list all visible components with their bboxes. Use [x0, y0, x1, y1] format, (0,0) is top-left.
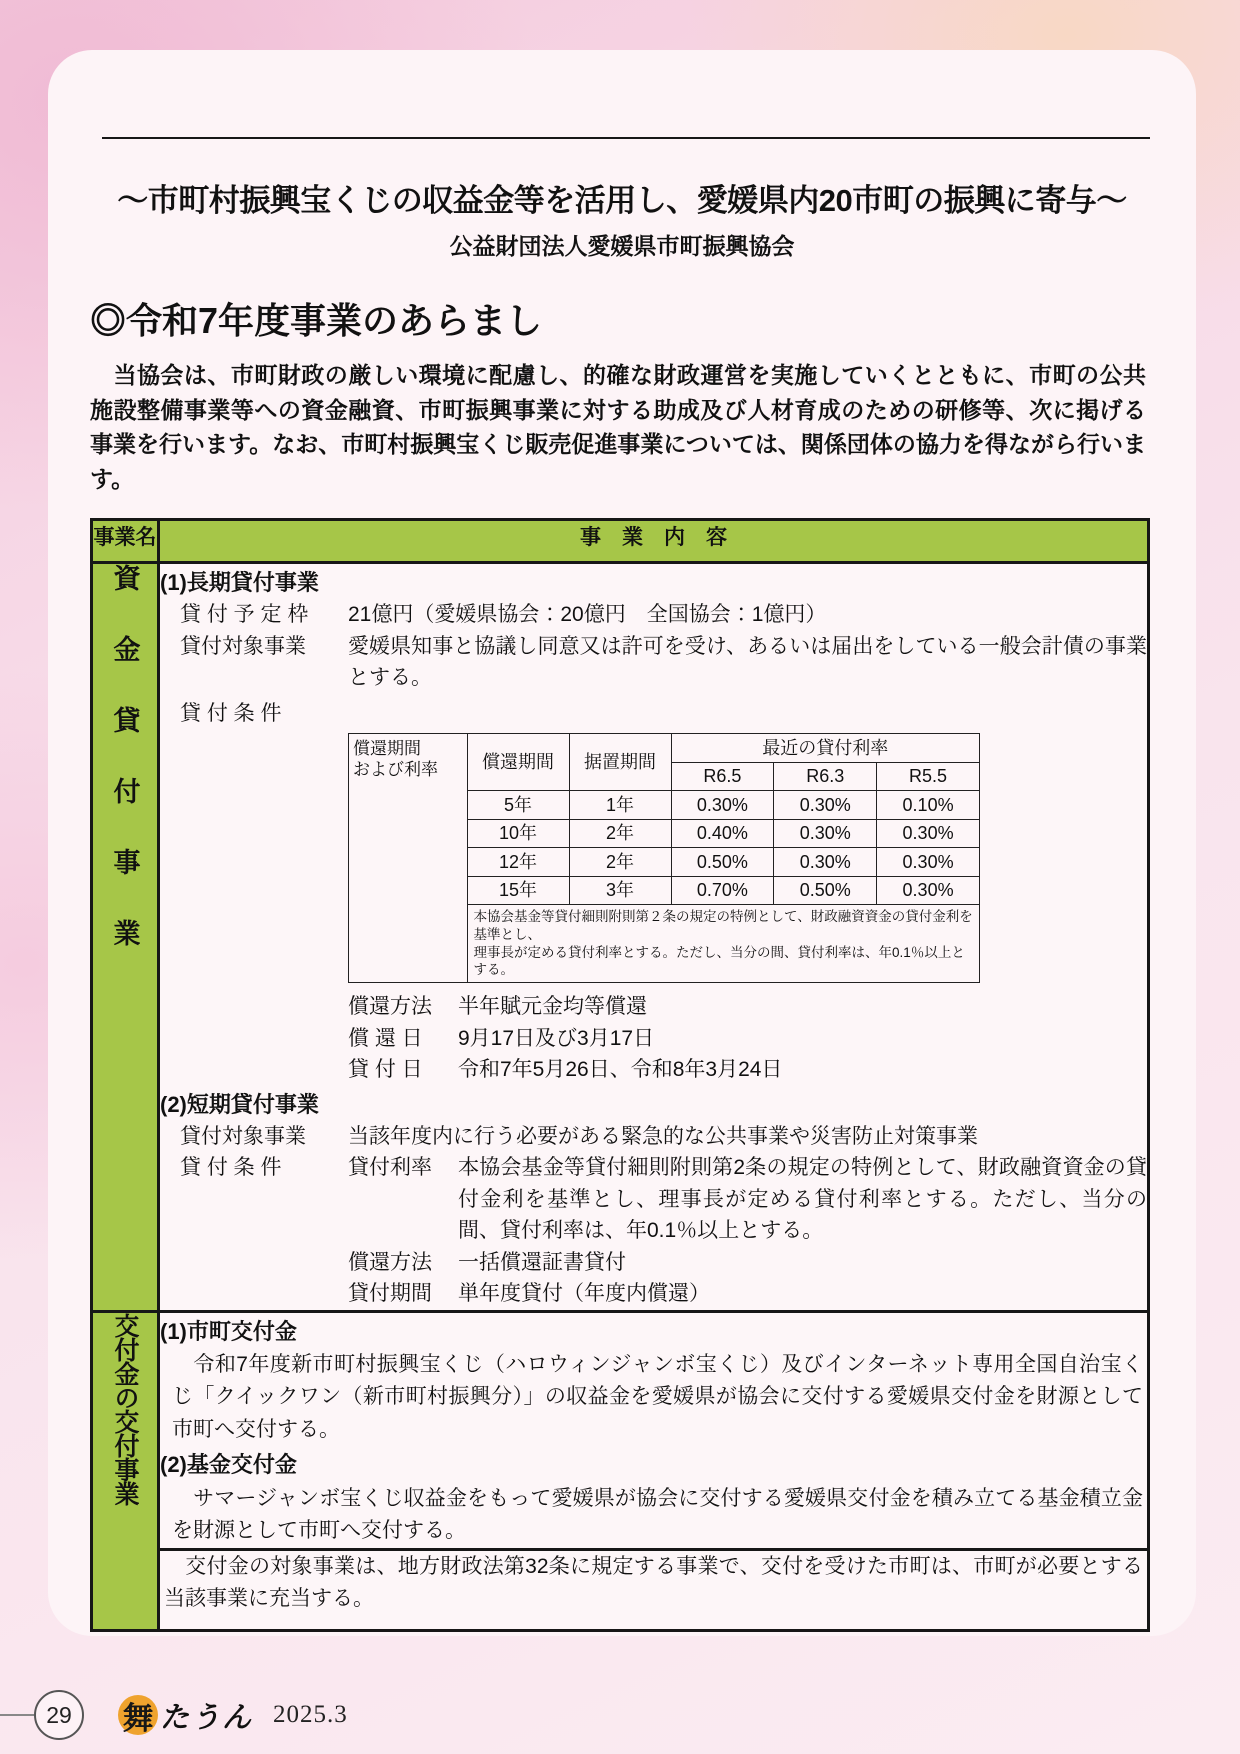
- planned-loan-frame-label: 貸 付 予 定 枠: [180, 603, 309, 626]
- loan-target-value: 愛媛県知事と協議し同意又は許可を受け、あるいは届出をしている一般会計債の事業とする。: [348, 634, 1147, 689]
- rate-col-r65-header: R6.5: [671, 762, 774, 791]
- header-cell-project-content: 事 業 内 容: [159, 520, 1149, 563]
- rate-row-1: 5年 1年 0.30% 0.30% 0.10%: [349, 791, 980, 820]
- short-term-period-label: 貸付期間: [348, 1282, 432, 1306]
- short-term-period-row: [348, 1278, 1147, 1310]
- short-term-repay-method-label: 償還方法: [348, 1250, 432, 1274]
- issue-date: 2025.3: [273, 1701, 348, 1728]
- short-term-target-value: 当該年度内に行う必要がある緊急的な公共事業や災害防止対策事業: [348, 1124, 978, 1148]
- planned-loan-frame-row: [180, 599, 1147, 631]
- page-subtitle: 公益財団法人愛媛県市町振興協会: [449, 233, 795, 259]
- loan-target-label: 貸付対象事業: [180, 634, 306, 658]
- loan-date-row: [348, 1054, 1147, 1086]
- main-table-header-row: [92, 520, 1149, 563]
- magazine-logo: [118, 1695, 253, 1736]
- rate-col-recent-header: 最近の貸付利率: [671, 734, 979, 763]
- short-term-terms-label: 貸 付 条 件: [180, 1156, 282, 1180]
- loan-date-value: 令和7年5月26日、令和8年3月24日: [458, 1058, 783, 1082]
- footer-rule: [0, 1714, 34, 1716]
- loan-terms-row: [180, 698, 1147, 730]
- loan-row-name-cell: [92, 563, 159, 1312]
- short-term-rate-row: [348, 1152, 1147, 1247]
- page-number: 29: [34, 1690, 84, 1740]
- rate-col-grace-header: 据置期間: [569, 734, 671, 791]
- repay-method-row: [348, 991, 1147, 1023]
- rate-row-4: 15年 3年 0.70% 0.50% 0.30%: [349, 876, 980, 905]
- grant-row-label: 交付金の交付事業: [111, 1312, 139, 1505]
- grant-business-row: [92, 1311, 1149, 1549]
- short-term-heading: (2)短期貸付事業: [160, 1091, 319, 1117]
- short-term-period-value: 単年度貸付（年度内償還）: [458, 1282, 710, 1306]
- header-cell-project-name: 事業名: [92, 520, 159, 563]
- loan-terms-label: 貸 付 条 件: [180, 701, 282, 725]
- repay-date-label: 償 還 日: [348, 1026, 423, 1050]
- rate-col-r63-header: R6.3: [774, 762, 877, 791]
- long-term-heading: (1)長期貸付事業: [160, 570, 319, 595]
- grant-row-name-cell: [92, 1311, 159, 1630]
- page-title: ～市町村振興宝くじの収益金等を活用し、愛媛県内20市町の振興に寄与～: [117, 183, 1127, 218]
- fund-grant-paragraph: サマージャンボ宝くじ収益金をもって愛媛県が協会に交付する愛媛県交付金を積み立てる基金積立金を財源として市町へ交付する。: [172, 1486, 1143, 1543]
- repay-date-value: 9月17日及び3月17日: [458, 1026, 655, 1050]
- rate-col-r55-header: R5.5: [877, 762, 980, 791]
- logo-mai-circle-icon: 舞: [118, 1695, 158, 1735]
- planned-loan-frame-value: 21億円（愛媛県協会：20億円 全国協会：1億円）: [348, 603, 827, 626]
- header-rule: [102, 137, 1150, 139]
- short-term-terms-row: [180, 1152, 1147, 1247]
- main-table: [90, 518, 1150, 1632]
- grant-target-row: [92, 1549, 1149, 1630]
- loan-date-label: 貸 付 日: [348, 1058, 423, 1082]
- fund-grant-heading: (2)基金交付金: [160, 1452, 297, 1478]
- repay-date-row: [348, 1023, 1147, 1055]
- page-card: [48, 50, 1196, 1636]
- loan-row-label: 資金貸付事業: [109, 564, 140, 990]
- rate-col-merged-header: 償還期間 および利率: [349, 734, 468, 983]
- logo-taun-text: たうん: [160, 1699, 254, 1734]
- loan-business-row: [92, 563, 1149, 1312]
- rate-row-3: 12年 2年 0.50% 0.30% 0.30%: [349, 848, 980, 877]
- grant-target-cell: [159, 1549, 1149, 1630]
- intro-paragraph: 当協会は、市町財政の厳しい環境に配慮し、的確な財政運営を実施していくとともに、市町の公共施設整備事業等への資金融資、市町振興事業に対する助成及び人材育成のための研修等、次に掲げる事業を行います。なお、市町村振興宝くじ販売促進事業については、関係団体の協力を得ながら行います。: [90, 362, 1147, 492]
- grant-target-paragraph: 交付金の対象事業は、地方財政法第32条に規定する事業で、交付を受けた市町は、市町が必要とする当該事業に充当する。: [164, 1554, 1143, 1611]
- short-term-target-row: [180, 1121, 1147, 1153]
- repay-method-label: 償還方法: [348, 995, 432, 1019]
- section-heading: ◎令和7年度事業のあらまし: [90, 300, 543, 341]
- loan-row-content-cell: [159, 563, 1149, 1312]
- loan-target-row: [180, 631, 1147, 694]
- rate-table-note: 本協会基金等貸付細則附則第２条の規定の特例として、財政融資資金の貸付金利を基準とし、 理事長が定める貸付利率とする。ただし、当分の間、貸付利率は、年0.1％以上とする。: [467, 905, 979, 983]
- rate-col-repay-header: 償還期間: [467, 734, 569, 791]
- grant-row-content-cell: [159, 1311, 1149, 1549]
- page-footer: [0, 1690, 348, 1740]
- municipal-grant-paragraph: 令和7年度新市町村振興宝くじ（ハロウィンジャンボ宝くじ）及びインターネット専用全国自治宝くじ「クイックワン（新市町村振興分）」の収益金を愛媛県が協会に交付する愛媛県交付金を財源として市町へ交付する。: [172, 1352, 1143, 1441]
- short-term-rate-label: 貸付利率: [348, 1156, 432, 1180]
- municipal-grant-heading: (1)市町交付金: [160, 1318, 297, 1344]
- short-term-rate-value: 本協会基金等貸付細則附則第2条の規定の特例として、財政融資資金の貸付金利を基準とし、理事長が定める貸付利率とする。ただし、当分の間、貸付利率は、年0.1％以上とする。: [458, 1156, 1147, 1243]
- short-term-repay-method-value: 一括償還証書貸付: [458, 1250, 626, 1274]
- rate-table: [348, 733, 980, 983]
- short-term-target-label: 貸付対象事業: [180, 1124, 306, 1148]
- rate-row-2: 10年 2年 0.40% 0.30% 0.30%: [349, 819, 980, 848]
- repay-method-value: 半年賦元金均等償還: [458, 995, 647, 1019]
- short-term-repay-method-row: [348, 1247, 1147, 1279]
